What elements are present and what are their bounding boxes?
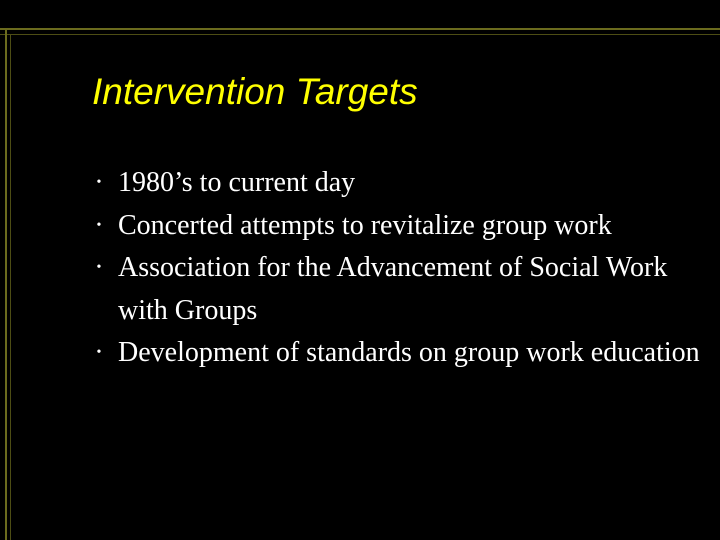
bullet-text: 1980’s to current day — [118, 167, 356, 198]
bullet-item — [92, 162, 702, 205]
frame-line-top — [0, 28, 720, 30]
bullet-item — [92, 247, 702, 332]
bullet-text: Concerted attempts to revitalize group work — [118, 209, 612, 241]
bullet-dot-icon: • — [96, 260, 102, 275]
bullet-dot-icon: • — [96, 175, 102, 190]
frame-line-left — [5, 28, 7, 540]
frame-line-top-inner — [0, 34, 720, 35]
bullet-dot-icon: • — [96, 345, 102, 360]
slide-title: Intervention Targets — [92, 71, 418, 112]
frame-line-left-inner — [10, 34, 11, 540]
bullet-text: Association for the Advancement of Social Work with Groups — [118, 252, 668, 326]
bullet-list — [92, 162, 702, 375]
bullet-item — [92, 332, 702, 375]
bullet-text: Development of standards on group work education — [118, 337, 700, 368]
bullet-item — [92, 205, 702, 248]
bullet-dot-icon: • — [96, 217, 102, 233]
